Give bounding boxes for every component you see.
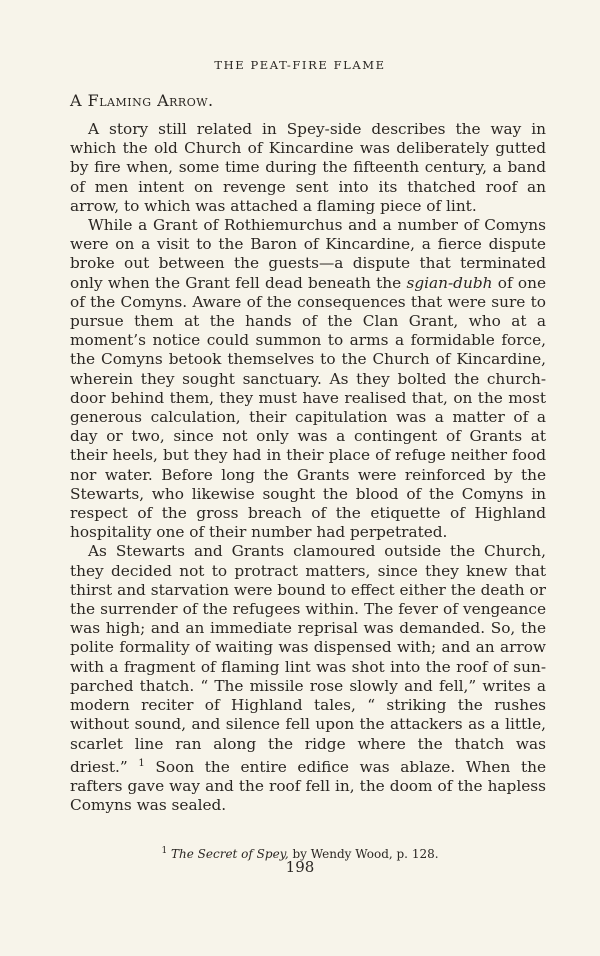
paragraph bbox=[70, 542, 546, 815]
paragraph-text: Soon the entire edifice was ablaze. When the rafters gave way and the roof fell in, the doom of the hapless Comyns was sealed. bbox=[70, 757, 546, 815]
paragraph bbox=[70, 216, 546, 542]
body-text bbox=[70, 120, 546, 815]
paragraph-text: While a Grant of Rothiemurchus and a number of Comyns were on a visit to the Baron of Kincardine, a fierce dispute broke out between the guests—a dispute that terminated only when the Grant fell dead beneath the bbox=[70, 216, 546, 292]
footnote-title: The Secret of Spey, bbox=[171, 847, 289, 861]
footnote-text: by Wendy Wood, p. 128. bbox=[288, 847, 439, 861]
running-head: THE PEAT-FIRE FLAME bbox=[214, 58, 386, 72]
page-number: 198 bbox=[285, 858, 315, 876]
paragraph-text: sgian-dubh bbox=[406, 273, 493, 292]
paragraph-text: of one of the Comyns. Aware of the consequences that were sure to pursue them at the hands of the Clan Grant, who at a moment’s notice could summon to arms a formidable force, the Comyns betook themselves to the Church of Kincardine, wherein they sought sanctuary. As they bolted the church-door behind them, they must have realised that, on the most generous calculation, their capitulation was a matter of a day or two, since not only was a contingent of Grants at their heels, but they had in their place of refuge neither food nor water. Before long the Grants were reinforced by the Stewarts, who likewise sought the blood of the Comyns in respect of the gross breach of the etiquette of Highland hospitality one of their number had perpetrated. bbox=[70, 273, 546, 542]
section-title: A Flaming Arrow. bbox=[70, 91, 214, 110]
footnote-marker: 1 bbox=[161, 846, 168, 856]
paragraph-text: A story still related in Spey-side describes the way in which the old Church of Kincardine was deliberately gutted by fire when, some time during the fifteenth century, a band of men intent on revenge sent into its thatched roof an arrow, to which was attached a flaming piece of lint. bbox=[70, 120, 546, 215]
paragraph bbox=[70, 120, 546, 216]
paragraph-text: As Stewarts and Grants clamoured outside the Church, they decided not to protract matters, since they knew that thirst and starvation were bound to effect either the death or the surrender of the refugees within. The fever of vengeance was high; and an immediate reprisal was demanded. So, the polite formality of waiting was dispensed with; and an arrow with a fragment of flaming lint was shot into the roof of sun-parched thatch. “ The missile rose slowly and fell,” writes a modern reciter of Highland tales, “ striking the rushes without sound, and silence fell upon the attackers as a little, scarlet line ran along the ridge where the thatch was driest.” bbox=[70, 542, 546, 776]
footnote-ref: 1 bbox=[138, 757, 145, 769]
